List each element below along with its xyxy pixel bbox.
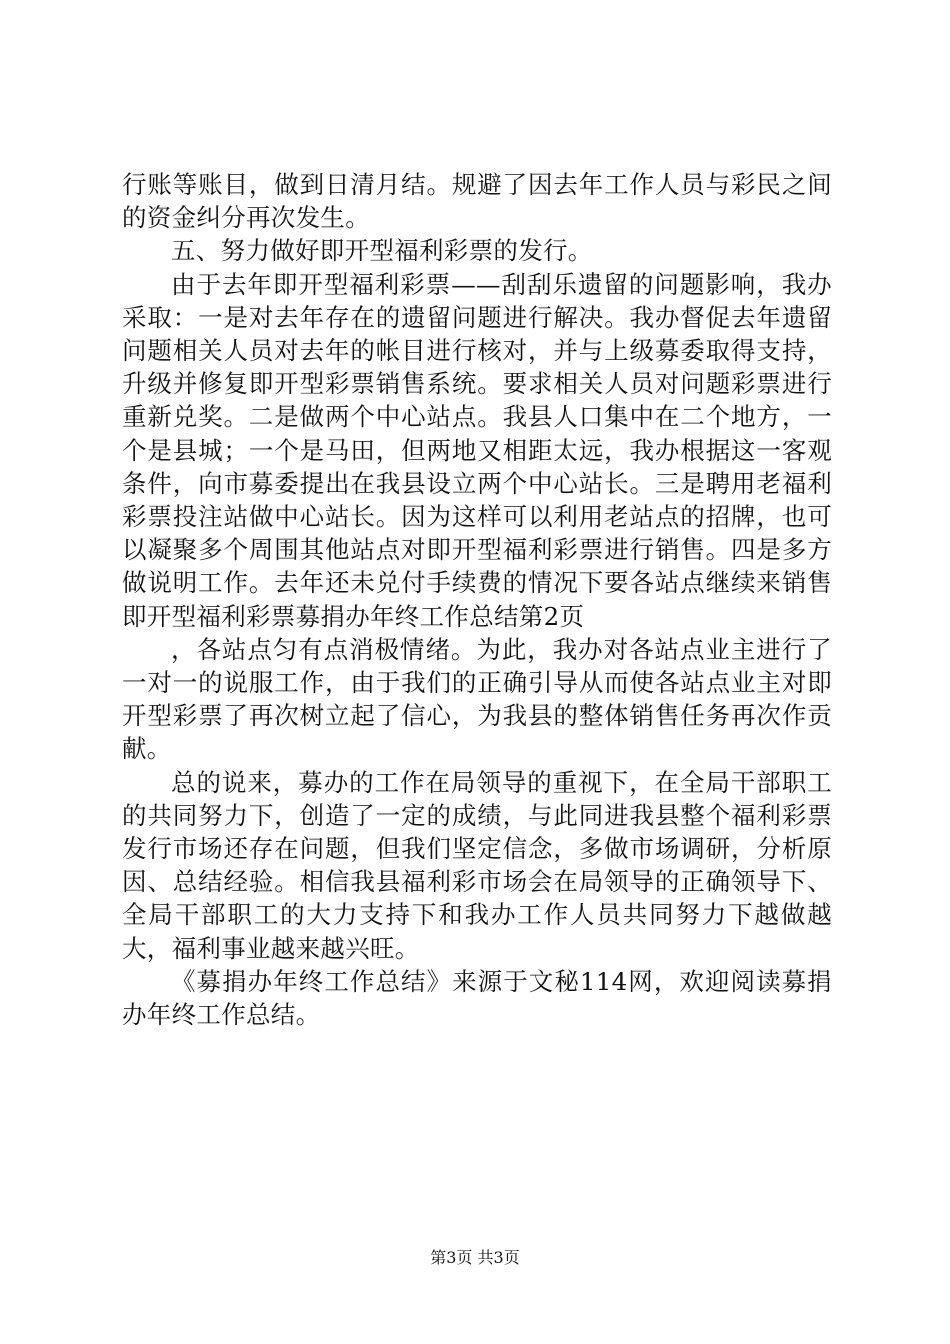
paragraph-accounts: 行账等账目，做到日清月结。规避了因去年工作人员与彩民之间的资金纠分再次发生。 <box>122 170 832 233</box>
page-footer: 第3页 共3页 <box>430 1248 520 1267</box>
document-body <box>122 168 832 1031</box>
section-heading-instant-lottery: 五、努力做好即开型福利彩票的发行。 <box>171 236 593 266</box>
paragraph-persuasion: ，各站点匀有点消极情绪。为此，我办对各站点业主进行了一对一的说服工作，由于我们的正确引导从而使各站点业主对即开型彩票了再次树立起了信心，为我县的整体销售任务再次作贡献。 <box>122 634 832 764</box>
paragraph-summary: 总的说来，募办的工作在局领导的重视下，在全局干部职工的共同努力下，创造了一定的成绩，与此同进我县整个福利彩票发行市场还存在问题，但我们坚定信念，多做市场调研，分析原因、总结经验。相信我县福利彩市场会在局领导的正确领导下、全局干部职工的大力支持下和我办工作人员共同努力下越做越大，福利事业越来越兴旺。 <box>122 767 832 963</box>
paragraph-source-note: 《募捐办年终工作总结》来源于文秘114网，欢迎阅读募捐办年终工作总结。 <box>122 966 832 1030</box>
paragraph-measures: 由于去年即开型福利彩票——刮刮乐遗留的问题影响，我办采取：一是对去年存在的遗留问题进行解决。我办督促去年遗留问题相关人员对去年的帐目进行核对，并与上级募委取得支持，升级并修复即开型彩票销售系统。要求相关人员对问题彩票进行重新兑奖。二是做两个中心站点。我县人口集中在二个地方，一个是县城；一个是马田，但两地又相距太远，我办根据这一客观条件，向市募委提出在我县设立两个中心站长。三是聘用老福利彩票投注站做中心站长。因为这样可以利用老站点的招牌，也可以凝聚多个周围其他站点对即开型福利彩票进行销售。四是多方做说明工作。去年还未兑付手续费的情况下要各站点继续来销售即开型福利彩票募捐办年终工作总结第2页 <box>122 269 832 631</box>
